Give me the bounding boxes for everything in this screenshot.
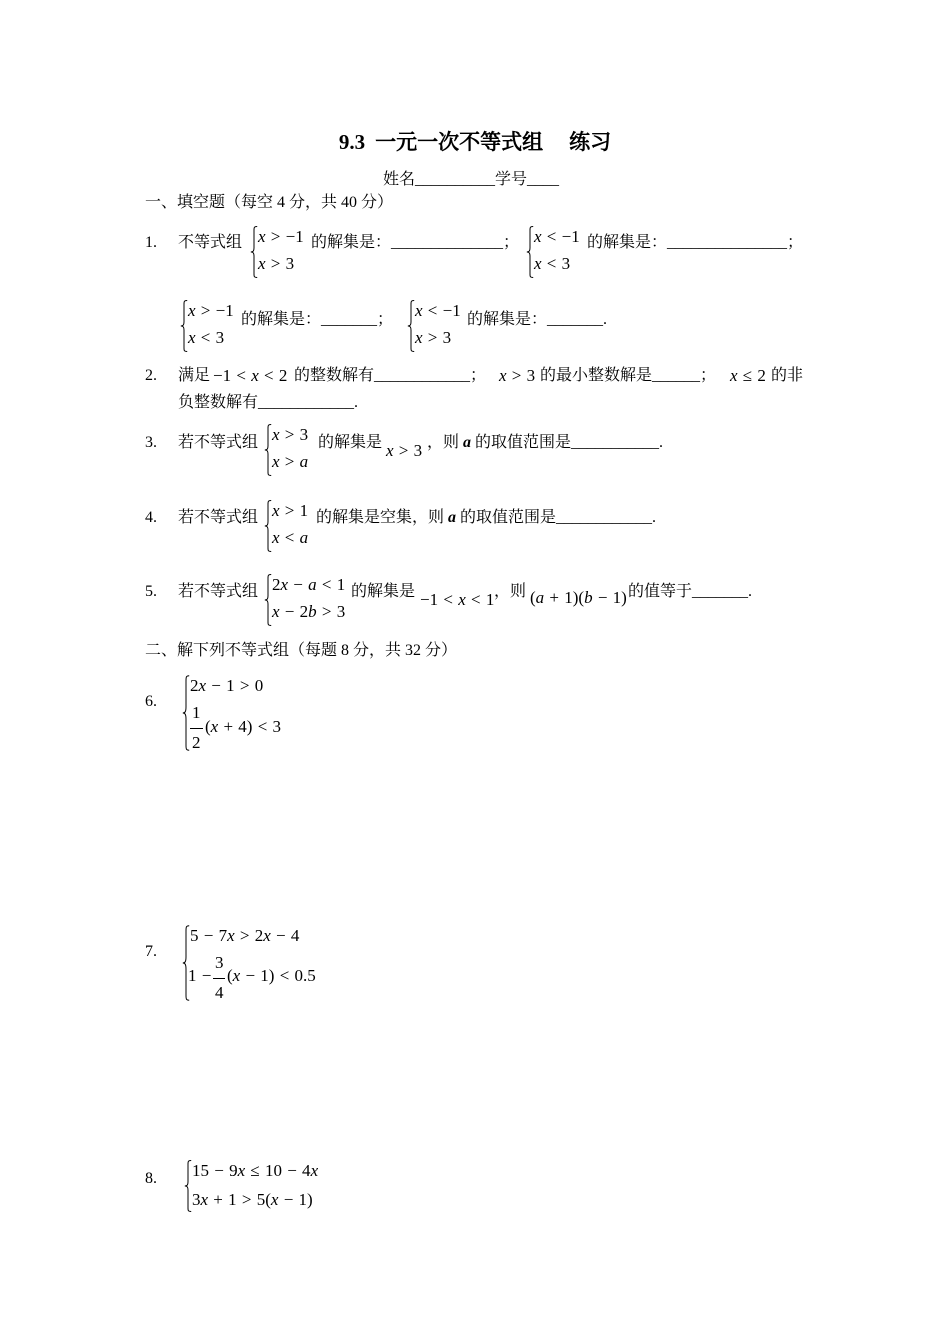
system-line-1: x < −1: [415, 301, 461, 320]
math-variable: x: [386, 441, 394, 460]
fraction-denominator: 4: [215, 983, 224, 1002]
left-brace-icon: [264, 500, 272, 552]
question-number: 8.: [145, 1170, 157, 1187]
question-text-1: 的整数解有____________；: [294, 367, 487, 384]
inequality-system-c: [180, 300, 240, 352]
answer-blank-b: 的解集是：_______________；: [587, 234, 804, 251]
inequality-system-a: [250, 226, 310, 278]
left-brace-icon: [180, 300, 188, 352]
left-brace-icon: [264, 574, 272, 626]
math-variable: x: [730, 366, 738, 385]
math-variable: x: [272, 602, 280, 621]
left-brace-icon: [182, 675, 190, 751]
answer-blank-a: 的解集是：______________；: [311, 234, 520, 251]
system-line-2: 3x + 1 > 5(x − 1): [192, 1190, 313, 1209]
question-text-3: 的值等于_______.: [628, 583, 753, 600]
math-variable: x: [534, 227, 542, 246]
math-expression-3: x ≤ 2: [730, 366, 766, 385]
name-id-line: 姓名__________学号____: [383, 171, 560, 188]
question-lead: 满足: [178, 367, 211, 384]
system-line-1: x > 1: [272, 501, 309, 520]
system-line-1: x < −1: [534, 227, 580, 246]
system-line-1: x > −1: [258, 227, 304, 246]
inequality-system-d: [407, 300, 467, 352]
system-line-1: x > 3: [272, 425, 309, 444]
math-variable: x: [258, 227, 266, 246]
math-expression-1: −1 < x < 2: [213, 366, 288, 385]
system-line-1: 2x − a < 1: [272, 575, 346, 594]
left-brace-icon: [250, 226, 258, 278]
fraction-denominator: 2: [192, 733, 201, 752]
question-lead: 不等式组: [178, 234, 243, 251]
system-line-1: 5 − 7x > 2x − 4: [190, 926, 300, 945]
math-variable: x: [251, 366, 259, 385]
question-number: 5.: [145, 583, 157, 600]
math-variable: x: [258, 254, 266, 273]
math-variable: x: [499, 366, 507, 385]
math-variable: a: [299, 528, 309, 547]
question-number: 1.: [145, 234, 157, 251]
inequality-system: [264, 424, 316, 476]
math-variable: x: [310, 1161, 319, 1180]
math-variable: x: [198, 676, 207, 695]
system-line-2: x > a: [272, 452, 309, 471]
math-variable: x: [280, 575, 289, 594]
math-variable: x: [270, 1190, 279, 1209]
question-text-1: 的解集是: [351, 583, 416, 600]
math-variable: x: [263, 926, 271, 945]
math-variable: x: [200, 1190, 209, 1209]
system-line-2: x > 3: [258, 254, 295, 273]
system-line-2-pre: 1 −: [188, 966, 212, 985]
question-text-1: 的解集是空集，则 a 的取值范围是____________.: [316, 509, 657, 526]
question-number: 3.: [145, 434, 157, 451]
math-variable: x: [534, 254, 542, 273]
question-text-2: 的最小整数解是______；: [540, 367, 717, 384]
fraction-numerator: 3: [215, 953, 224, 972]
question-number: 2.: [145, 367, 157, 384]
inequality-system-b: [526, 226, 586, 278]
math-variable: x: [272, 528, 280, 547]
math-expression-1: −1 < x < 1: [420, 590, 495, 609]
question-number: 4.: [145, 509, 157, 526]
math-variable: a: [535, 588, 545, 607]
section2-heading: 二、解下列不等式组（每题 8 分，共 32 分）: [145, 642, 458, 659]
system-line-1: x > −1: [188, 301, 234, 320]
math-variable: x: [415, 301, 423, 320]
section1-heading: 一、填空题（每空 4 分，共 40 分）: [145, 194, 394, 211]
system-line-1: 2x − 1 > 0: [190, 676, 264, 695]
math-expression-2: (a + 1)(b − 1): [530, 588, 627, 607]
system-line-2: x < 3: [534, 254, 571, 273]
math-variable: x: [227, 926, 235, 945]
answer-blank-c: 的解集是：_______；: [241, 311, 394, 328]
left-brace-icon: [407, 300, 415, 352]
inequality-system: [182, 675, 292, 751]
page-title: [0, 129, 950, 155]
question-lead: 若不等式组: [178, 434, 259, 451]
system-line-2: x < a: [272, 528, 309, 547]
math-variable: x: [232, 966, 241, 985]
math-variable: x: [188, 328, 196, 347]
system-line-1: 15 − 9x ≤ 10 − 4x: [192, 1161, 319, 1180]
math-variable: x: [188, 301, 196, 320]
inequality-system: [264, 574, 350, 626]
left-brace-icon: [526, 226, 534, 278]
system-line-2-rest: (x + 4) < 3: [205, 717, 282, 736]
math-variable: x: [237, 1161, 246, 1180]
inequality-system: [264, 500, 314, 552]
question-text-2: ，则 a 的取值范围是___________.: [427, 434, 664, 451]
math-variable: x: [458, 590, 466, 609]
math-expression: x > 3: [386, 441, 423, 460]
left-brace-icon: [182, 925, 190, 1001]
system-line-2: x < 3: [188, 328, 225, 347]
math-variable: a: [463, 434, 472, 451]
question-number: 6.: [145, 693, 157, 710]
math-variable: x: [272, 501, 280, 520]
fraction-bar: [213, 978, 225, 979]
question-text-1: 的解集是: [318, 434, 383, 451]
fraction-numerator: 1: [192, 703, 201, 722]
math-variable: a: [308, 575, 317, 594]
system-line-2: x > 3: [415, 328, 452, 347]
question-number: 7.: [145, 943, 157, 960]
math-variable: x: [415, 328, 423, 347]
fraction-bar: [190, 728, 203, 729]
math-variable: x: [272, 425, 280, 444]
system-line-2: x − 2b > 3: [272, 602, 346, 621]
math-expression-2: x > 3: [499, 366, 536, 385]
title-number: 9.3: [338, 130, 366, 154]
question-text-2: ，则: [494, 583, 527, 600]
math-variable: a: [448, 509, 457, 526]
left-brace-icon: [264, 424, 272, 476]
math-variable: b: [308, 602, 317, 621]
math-variable: x: [272, 452, 280, 471]
title-sub: 练习: [569, 130, 612, 154]
left-brace-icon: [184, 1160, 192, 1212]
title-main: 一元一次不等式组: [375, 130, 544, 154]
question-text-4: 负整数解有____________.: [178, 394, 359, 411]
math-variable: b: [584, 588, 593, 607]
question-lead: 若不等式组: [178, 509, 259, 526]
answer-blank-d: 的解集是：_______.: [467, 311, 608, 328]
math-variable: a: [299, 452, 309, 471]
inequality-system: [182, 925, 322, 1001]
question-text-3: 的非: [771, 367, 804, 384]
system-line-2-rest: (x − 1) < 0.5: [227, 966, 316, 985]
question-lead: 若不等式组: [178, 583, 259, 600]
inequality-system: [184, 1160, 324, 1212]
math-variable: x: [210, 717, 219, 736]
